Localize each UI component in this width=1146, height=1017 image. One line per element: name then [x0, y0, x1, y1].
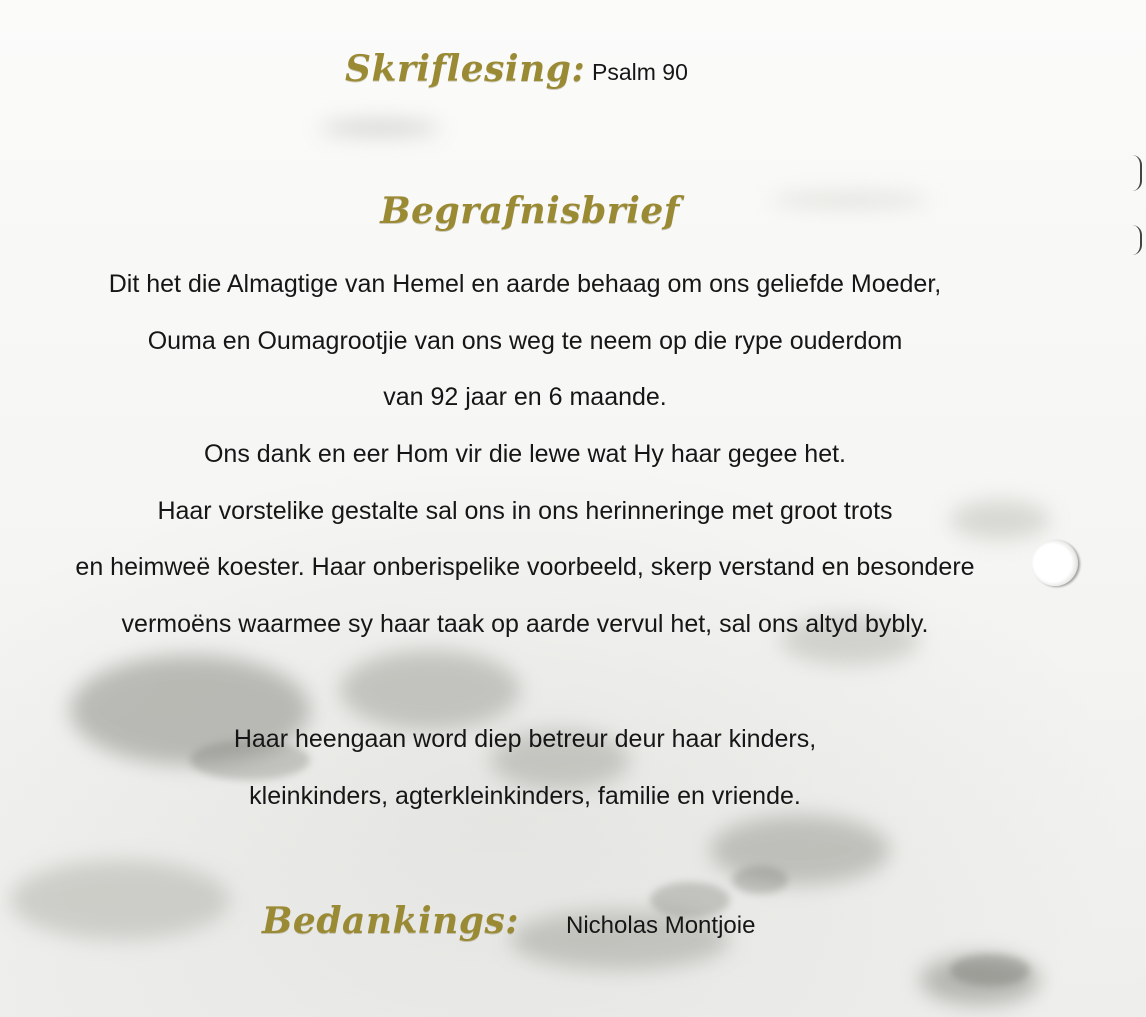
bedankings-heading: Bedankings: [262, 900, 520, 942]
brief-line: en heimweë koester. Haar onberispelike voorbeeld, skerp verstand en besondere [75, 553, 975, 581]
begrafnisbrief-heading: Begrafnisbrief [380, 190, 680, 232]
brief-line: Dit het die Almagtige van Hemel en aarde behaag om ons geliefde Moeder, [108, 270, 942, 298]
bedankings-value: Nicholas Montjoie [566, 912, 756, 939]
skriflesing-value: Psalm 90 [592, 59, 688, 85]
edge-mark-top [1132, 155, 1142, 191]
brief-line: vermoëns waarmee sy haar taak op aarde vervul het, sal ons altyd bybly. [121, 610, 929, 638]
skriflesing-heading: Skriflesing: [345, 48, 586, 90]
brief-line: Haar heengaan word diep betreur deur haar kinders, [233, 725, 817, 753]
brief-line: Haar vorstelike gestalte sal ons in ons herinneringe met groot trots [157, 497, 893, 525]
brief-line: kleinkinders, agterkleinkinders, familie en vriende. [249, 782, 801, 810]
brief-line: Ouma en Oumagrootjie van ons weg te neem op die rype ouderdom [147, 327, 903, 355]
punch-hole [1032, 540, 1078, 586]
brief-line: Ons dank en eer Hom vir die lewe wat Hy haar gegee het. [203, 440, 846, 468]
brief-line: van 92 jaar en 6 maande. [383, 383, 667, 411]
